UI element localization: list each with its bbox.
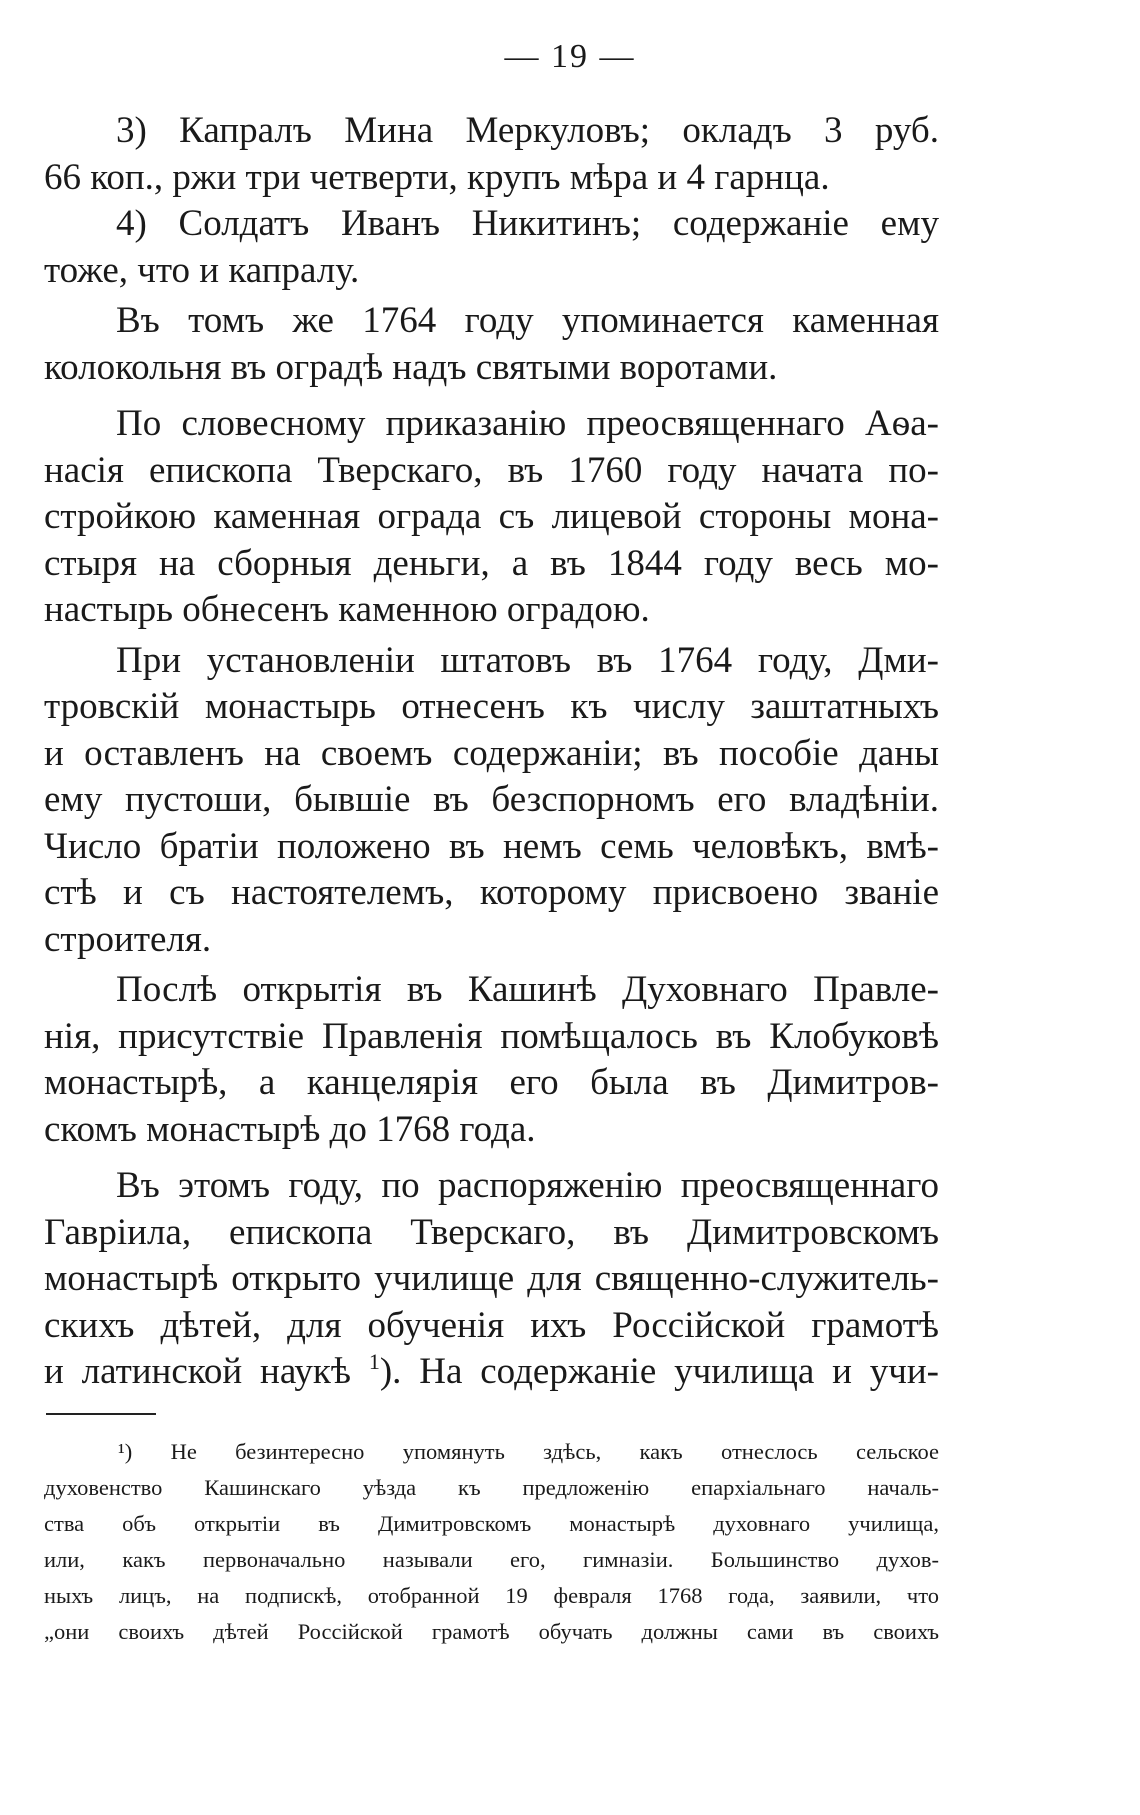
footnote-marker: ¹) — [118, 1439, 133, 1464]
text-line: насія епископа Тверскаго, въ 1760 году начата по- — [44, 449, 939, 491]
footnote-line: „они своихъ дѣтей Россійской грамотѣ обучать должны сами въ своихъ — [44, 1619, 939, 1644]
text-line: ему пустоши, бывшіе въ безспорномъ его владѣніи. — [44, 779, 939, 820]
text-line: стройкою каменная ограда съ лицевой стороны мона- — [44, 496, 939, 537]
footnote-reference[interactable]: 1 — [368, 1349, 380, 1374]
text-line: стѣ и съ настоятелемъ, которому присвоено званіе — [44, 872, 939, 913]
text-segment: и латинской наукѣ — [44, 1351, 351, 1392]
paragraph-gap — [44, 391, 939, 401]
footnote-line: духовенство Кашинскаго уѣзда къ предложенію епархіальнаго началь- — [44, 1475, 939, 1500]
paragraph-gap — [44, 1153, 939, 1163]
text-line: и оставленъ на своемъ содержаніи; въ пособіе даны — [44, 732, 939, 774]
page-number: — 19 — — [504, 38, 636, 75]
text-line: 3) Капралъ Мина Меркуловъ; окладъ 3 руб. — [116, 110, 939, 151]
text-line: 4) Солдатъ Иванъ Никитинъ; содержаніе ему — [116, 203, 939, 244]
footnote-text: Не безинтересно упомянуть здѣсь, какъ отнеслось сельское — [170, 1439, 940, 1464]
text-line: 66 коп., ржи три четверти, крупъ мѣра и 4 гарнца. — [44, 156, 830, 198]
text-line: колокольня въ оградѣ надъ святыми воротами. — [44, 346, 778, 388]
text-line: тровскій монастырь отнесенъ къ числу заштатныхъ — [44, 686, 939, 727]
text-line: монастырѣ, а канцелярія его была въ Димитров- — [44, 1062, 939, 1103]
text-line: Въ томъ же 1764 году упоминается каменная — [116, 300, 939, 341]
main-text — [44, 108, 939, 1396]
text-line — [44, 1349, 939, 1396]
footnote — [44, 1434, 939, 1650]
text-line: Послѣ открытія въ Кашинѣ Духовнаго Правле- — [116, 969, 939, 1010]
text-line: строителя. — [44, 918, 212, 960]
footnote-line — [44, 1434, 939, 1470]
text-line: скихъ дѣтей, для обученія ихъ Россійской грамотѣ — [44, 1304, 939, 1346]
text-line: настырь обнесенъ каменною оградою. — [44, 589, 650, 630]
text-line: При установленіи штатовъ въ 1764 году, Дми- — [116, 639, 939, 681]
text-line: стыря на сборныя деньги, а въ 1844 году весь мо- — [44, 542, 939, 584]
text-segment: ). На содержаніе училища и учи- — [379, 1351, 940, 1392]
text-line: По словесному приказанію преосвященнаго Аѳа- — [116, 403, 939, 444]
footnote-separator — [46, 1413, 156, 1415]
text-line: нія, присутствіе Правленія помѣщалось въ Клобуковѣ — [44, 1015, 939, 1057]
text-line: Въ этомъ году, по распоряженію преосвященнаго — [116, 1165, 939, 1206]
text-line: тоже, что и капралу. — [44, 249, 360, 291]
text-line: Гавріила, епископа Тверскаго, въ Димитровскомъ — [44, 1211, 939, 1253]
footnote-line: или, какъ первоначально называли его, гимназіи. Большинство духов- — [44, 1547, 939, 1572]
footnote-line: ныхъ лицъ, на подпискѣ, отобранной 19 февраля 1768 года, заявили, что — [44, 1583, 939, 1608]
text-line: Число братіи положено въ немъ семь человѣкъ, вмѣ- — [44, 825, 939, 867]
text-line: скомъ монастырѣ до 1768 года. — [44, 1108, 536, 1150]
text-line: монастырѣ открыто училище для священно-служитель- — [44, 1258, 939, 1299]
footnote-line: ства объ открытіи въ Димитровскомъ монастырѣ духовнаго училища, — [44, 1511, 939, 1536]
